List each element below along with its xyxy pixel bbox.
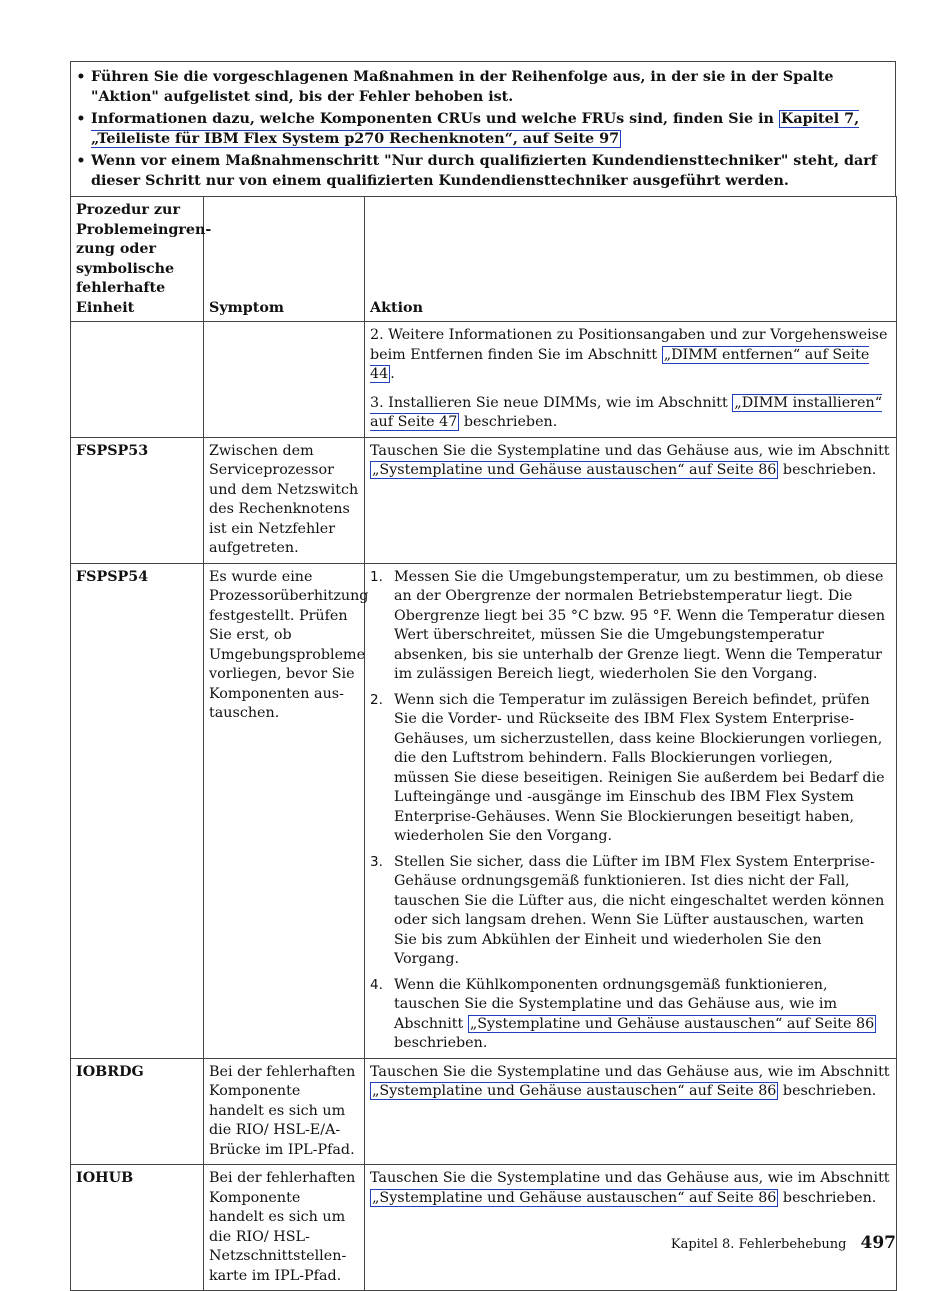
code-cell: IOBRDG [71,1058,204,1165]
step-number: 3. [370,853,383,870]
page-content [70,61,896,1291]
note-item [71,67,885,107]
action-text: Tauschen Sie die Systemplatine und das Gehäuse aus, wie im Abschnitt [370,1063,890,1080]
systemboard-replace-link[interactable]: „Systemplatine und Gehäuse austauschen“ auf Seite 86 [372,1083,777,1099]
step-number: 4. [370,976,383,993]
symptom-cell: Bei der fehlerhaften Komponente handelt es sich um die RIO/ HSL-E/A-Brücke im IPL-Pfad. [204,1058,365,1165]
code-cell [71,322,204,438]
action-text: Tauschen Sie die Systemplatine und das Gehäuse aus, wie im Abschnitt [370,1170,890,1186]
bullet-icon: • [76,153,86,169]
page-footer [671,1233,896,1255]
action-text: . [390,366,395,382]
dimm-remove-link[interactable]: „DIMM entfernen“ auf Seite 44 [370,346,870,382]
instruction-notes [70,61,896,196]
table-row [71,1058,897,1165]
bullet-icon: • [76,69,86,85]
procedure-table [70,196,897,1291]
note-text: Führen Sie die vorgeschlagenen Maßnahmen in der Reihenfolge aus, in der sie in der Spalte "Aktion" aufgelistet sind, bis der Fehler behoben ist. [91,69,834,105]
action-text: 2. Weitere Informationen zu Positionsangaben und zur Vorgehensweise beim Entfernen finden Sie im Abschnitt [370,327,888,363]
action-cell [365,1165,897,1291]
code-cell: IOHUB [71,1165,204,1291]
action-text: beschrieben. [778,1189,877,1206]
column-header-action: Aktion [365,197,897,322]
list-item [370,976,891,1054]
systemboard-replace-link[interactable]: „Systemplatine und Gehäuse austauschen“ auf Seite 86 [372,462,777,478]
symptom-cell: Es wurde eine Prozessorüberhitzung festgestellt. Prüfen Sie erst, ob Umgebungsprobleme vorliegen, bevor Sie Komponenten austauschen. [204,563,365,1058]
note-text: Wenn vor einem Maßnahmenschritt "Nur durch qualifizierten Kundendiensttechniker" steht, darf dieser Schritt nur von einem qualifizierten Kundendiensttechniker ausgeführt werden. [91,153,877,189]
list-item [370,853,891,970]
note-item [71,109,885,149]
step-text: Messen Sie die Umgebungstemperatur, um zu bestimmen, ob diese an der Obergrenze der normalen Betriebstemperatur liegt. Die Obergrenze liegt bei 35 °C bzw. 95 °F. Wenn die Temperatur diesen Wert überschreitet, müssen Sie die Umgebungstemperatur absenken, bis sie unterhalb der Grenze liegt. Wenn die Temperatur im zulässigen Bereich liegt, wiederholen Sie den Vorgang. [394,568,886,682]
note-text [91,109,885,149]
action-cell [365,437,897,563]
step-number: 2. [370,691,383,708]
note-item [71,151,885,191]
step-number: 1. [370,568,383,585]
table-row [71,322,897,438]
systemboard-replace-link[interactable]: „Systemplatine und Gehäuse austauschen“ auf Seite 86 [372,1189,777,1206]
action-step [370,394,891,433]
action-cell [365,1058,897,1165]
table-row [71,1165,897,1291]
symptom-cell: Zwischen dem Serviceprozessor und dem Netzswitch des Rechenknotens ist ein Netzfehler aufgetreten. [204,437,365,563]
column-header-procedure: Prozedur zur Problemeingrenzung oder symbolische fehlerhafte Einheit [71,197,204,322]
parts-list-link[interactable]: Kapitel 7, „Teileliste für IBM Flex System p270 Rechenknoten“, auf Seite 97 [91,111,860,147]
action-text: Tauschen Sie die Systemplatine und das Gehäuse aus, wie im Abschnitt [370,442,890,459]
step-text: Wenn sich die Temperatur im zulässigen Bereich befindet, prüfen Sie die Vorder- und Rückseite des IBM Flex System Enterprise-Gehäuses, um sicherzustellen, dass keine Blockierungen vorliegen, die den Luftstrom behindern. Falls Blockierungen vorliegen, müssen Sie diese beseitigen. Reinigen Sie außerdem bei Bedarf die Lufteingänge und -ausgänge im Einschub des IBM Flex System Enterprise-Gehäuses. Wenn Sie Blockierungen beseitigt haben, wiederholen Sie den Vorgang. [394,691,885,844]
code-cell: FSPSP53 [71,437,204,563]
footer-chapter: Kapitel 8. Fehlerbehebung [670,1237,847,1252]
note-text-pre: Informationen dazu, welche Komponenten CRUs und welche FRUs sind, finden Sie in [91,111,779,127]
bullet-icon: • [76,111,86,127]
action-text: beschrieben. [778,1083,877,1099]
list-item [370,691,891,847]
action-step [370,326,891,385]
dimm-install-link[interactable]: „DIMM installieren“ auf Seite 47 [370,394,882,430]
list-item [370,568,891,685]
code-cell: FSPSP54 [71,563,204,1058]
column-header-symptom: Symptom [204,197,365,322]
systemboard-replace-link[interactable]: „Systemplatine und Gehäuse austauschen“ auf Seite 86 [469,1015,875,1032]
table-row [71,437,897,563]
step-text: Stellen Sie sicher, dass die Lüfter im IBM Flex System Enterprise-Gehäuse ordnungsgemäß funktionieren. Ist dies nicht der Fall, tauschen Sie die Lüfter aus, die nicht eingeschaltet werden können oder sich langsam drehen. Wenn Sie Lüfter austauschen, warten Sie bis zum Abkühlen der Einheit und wiederholen Sie den Vorgang. [394,853,885,967]
table-row [71,563,897,1058]
action-cell [365,322,897,438]
action-text: 3. Installieren Sie neue DIMMs, wie im Abschnitt [370,394,733,411]
action-text: beschrieben. [778,462,877,478]
table-header-row [71,197,897,322]
symptom-cell [204,322,365,438]
action-cell [365,563,897,1058]
page-number: 497 [860,1233,896,1253]
action-text: Wenn die Kühlkomponenten ordnungsgemäß funktionieren, tauschen Sie die Systemplatine und das Gehäuse aus, wie im Abschnitt [394,976,838,1032]
action-text: beschrieben. [394,1035,488,1051]
action-text: beschrieben. [459,414,558,430]
step-text [394,976,891,1054]
action-step-list [370,568,891,1054]
symptom-cell: Bei der fehlerhaften Komponente handelt es sich um die RIO/ HSL-Netzschnittstellenkarte im IPL-Pfad. [204,1165,365,1291]
